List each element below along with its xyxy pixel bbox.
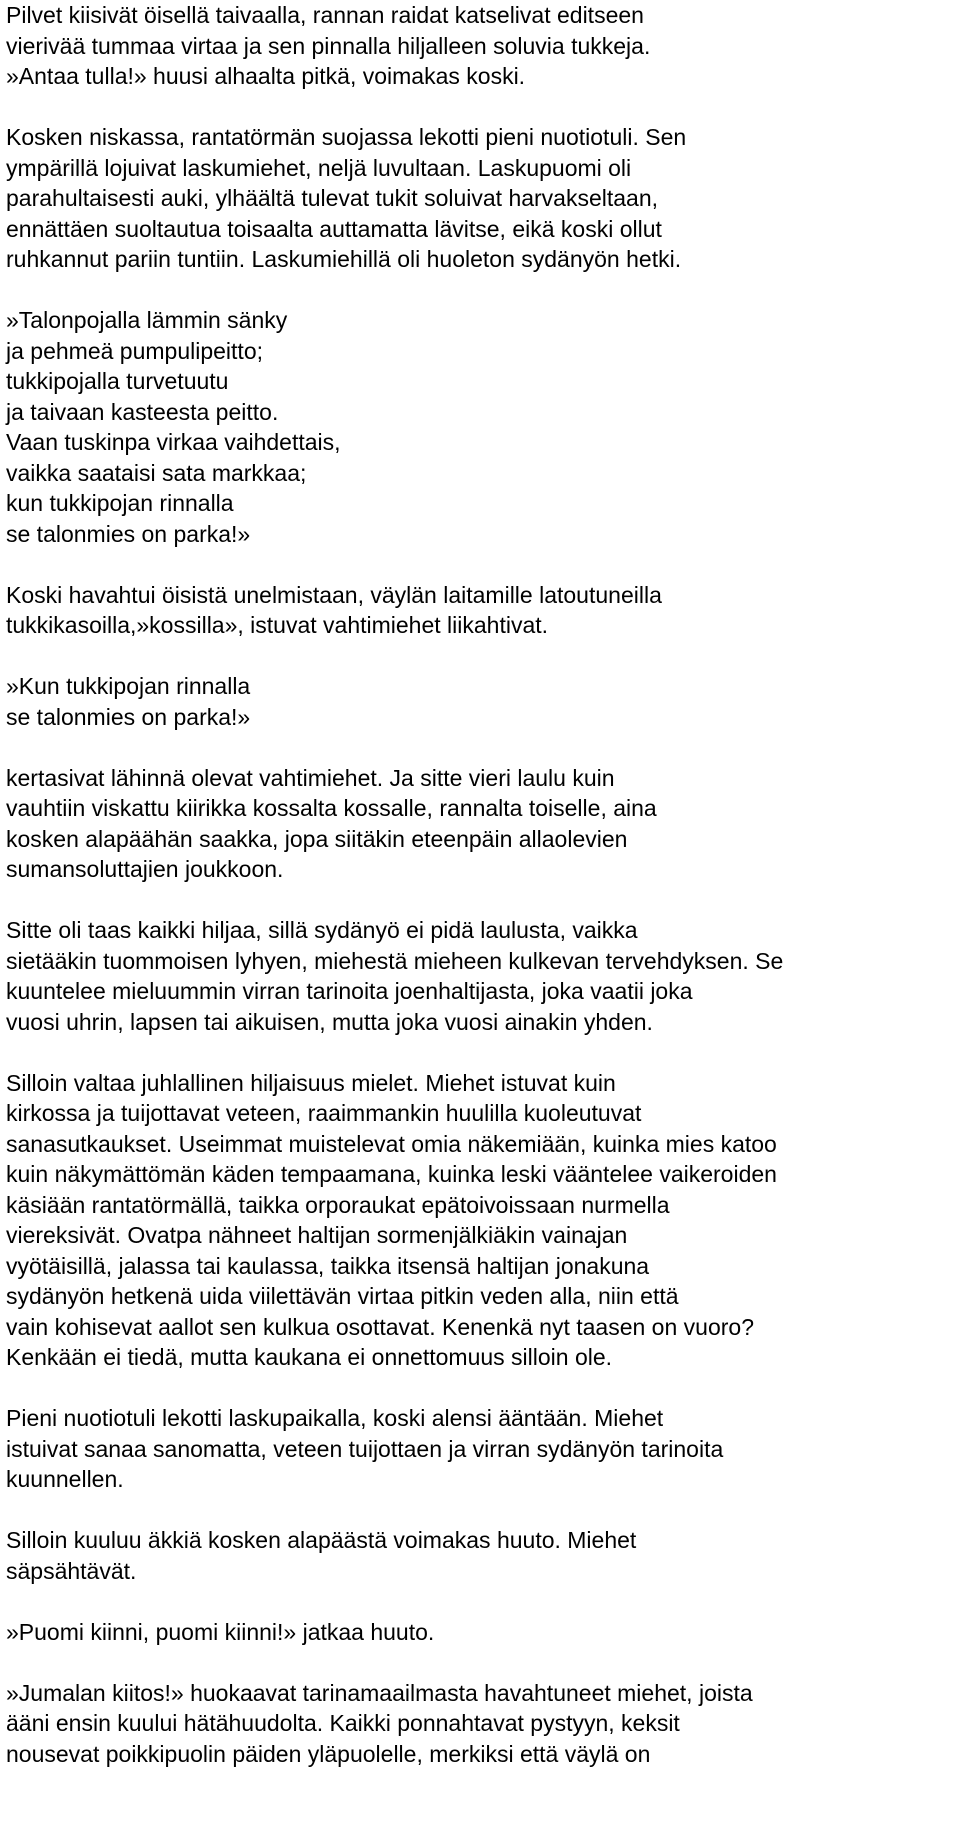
poem-line: ja pehmeä pumpulipeitto; — [6, 337, 263, 364]
text-line: tukkikasoilla,»kossilla», istuvat vahtimiehet liikahtivat. — [6, 612, 549, 638]
text-line: ennättäen suoltautua toisaalta auttamatta lävitse, eikä koski ollut — [6, 215, 662, 242]
text-line: »Jumalan kiitos!» huokaavat tarinamaailmasta havahtuneet miehet, joista — [6, 1679, 753, 1706]
text-line: vyötäisillä, jalassa tai kaulassa, taikka itsensä haltijan jonakuna — [6, 1252, 650, 1279]
text-line: vain kohisevat aallot sen kulkua osottavat. Kenenkä nyt taasen on vuoro? — [6, 1313, 754, 1340]
text-line: kertasivat lähinnä olevat vahtimiehet. Ja sitte vieri laulu kuin — [6, 764, 615, 791]
document-body — [6, 0, 956, 1769]
poem-line: »Kun tukkipojan rinnalla — [6, 673, 251, 699]
text-line: ruhkannut pariin tuntiin. Laskumiehillä oli huoleton sydänyön hetki. — [6, 246, 682, 272]
text-line: sydänyön hetkenä uida viilettävän virtaa pitkin veden alla, niin että — [6, 1283, 679, 1309]
text-line: »Antaa tulla!» huusi alhaalta pitkä, voimakas koski. — [6, 63, 526, 89]
text-line: vierivää tummaa virtaa ja sen pinnalla hiljalleen soluvia tukkeja. — [6, 32, 651, 59]
paragraph-gap — [6, 885, 956, 916]
paragraph-gap — [6, 1037, 956, 1068]
text-line: säpsähtävät. — [6, 1557, 137, 1584]
paragraph-gap — [6, 275, 956, 306]
text-line: istuivat sanaa sanomatta, veteen tuijottaen ja virran sydänyön tarinoita — [6, 1435, 724, 1462]
text-line: »Puomi kiinni, puomi kiinni!» jatkaa huuto. — [6, 1618, 435, 1645]
paragraph-gap — [6, 549, 956, 580]
paragraph — [6, 1678, 956, 1770]
text-line: Pieni nuotiotuli lekotti laskupaikalla, koski alensi ääntään. Miehet — [6, 1405, 664, 1431]
paragraph-gap — [6, 1647, 956, 1678]
poem-line: se talonmies on parka!» — [6, 703, 251, 730]
paragraph — [6, 1068, 956, 1373]
poem-line: »Talonpojalla lämmin sänky — [6, 307, 288, 333]
text-line: ympärillä lojuivat laskumiehet, neljä luvultaan. Laskupuomi oli — [6, 154, 632, 181]
text-line: parahultaisesti auki, ylhäältä tulevat tukit soluivat harvakseltaan, — [6, 185, 659, 211]
paragraph — [6, 580, 956, 641]
poem-line: kun tukkipojan rinnalla — [6, 490, 234, 516]
paragraph-gap — [6, 732, 956, 763]
text-line: Silloin kuuluu äkkiä kosken alapäästä voimakas huuto. Miehet — [6, 1527, 637, 1553]
text-line: vauhtiin viskattu kiirikka kossalta kossalle, rannalta toiselle, aina — [6, 795, 657, 821]
paragraph — [6, 1525, 956, 1586]
text-line: vuosi uhrin, lapsen tai aikuisen, mutta joka vuosi ainakin yhden. — [6, 1008, 653, 1035]
poem-line: vaikka saataisi sata markkaa; — [6, 459, 307, 486]
text-line: sumansoluttajien joukkoon. — [6, 856, 284, 882]
text-line: Kenkään ei tiedä, mutta kaukana ei onnettomuus silloin ole. — [6, 1344, 613, 1370]
text-line: kuin näkymättömän käden tempaamana, kuinka leski vääntelee vaikeroiden — [6, 1161, 777, 1187]
paragraph — [6, 0, 956, 92]
text-line: ääni ensin kuului hätähuudolta. Kaikki ponnahtavat pystyyn, keksit — [6, 1710, 680, 1736]
text-line: nousevat poikkipuolin päiden yläpuolelle, merkiksi että väylä on — [6, 1740, 651, 1767]
text-line: Kosken niskassa, rantatörmän suojassa lekotti pieni nuotiotuli. Sen — [6, 124, 687, 150]
text-line: Koski havahtui öisistä unelmistaan, väylän laitamille latoutuneilla — [6, 581, 662, 608]
paragraph — [6, 1617, 956, 1648]
paragraph-gap — [6, 1495, 956, 1526]
paragraph-gap — [6, 641, 956, 672]
text-line: Silloin valtaa juhlallinen hiljaisuus mielet. Miehet istuvat kuin — [6, 1069, 616, 1096]
paragraph — [6, 122, 956, 275]
paragraph-gap — [6, 1373, 956, 1404]
text-line: sietääkin tuommoisen lyhyen, miehestä mieheen kulkevan tervehdyksen. Se — [6, 947, 784, 974]
text-line: sanasutkaukset. Useimmat muistelevat omia näkemiään, kuinka mies katoo — [6, 1130, 777, 1157]
text-line: Sitte oli taas kaikki hiljaa, sillä sydänyö ei pidä laulusta, vaikka — [6, 917, 638, 943]
text-line: kirkossa ja tuijottavat veteen, raaimmankin huulilla kuoleutuvat — [6, 1100, 642, 1126]
poem-line: se talonmies on parka!» — [6, 520, 251, 547]
paragraph-gap — [6, 1586, 956, 1617]
text-line: Pilvet kiisivät öisellä taivaalla, rannan raidat katselivat editseen — [6, 2, 644, 28]
paragraph — [6, 1403, 956, 1495]
text-line: kuuntelee mieluummin virran tarinoita joenhaltijasta, joka vaatii joka — [6, 978, 693, 1004]
text-line: viereksivät. Ovatpa nähneet haltijan sormenjälkiäkin vainajan — [6, 1222, 628, 1248]
poem-stanza — [6, 671, 956, 732]
paragraph-gap — [6, 92, 956, 123]
text-line: kosken alapäähän saakka, jopa siitäkin eteenpäin allaolevien — [6, 825, 628, 852]
poem-line: tukkipojalla turvetuutu — [6, 368, 229, 394]
paragraph — [6, 915, 956, 1037]
poem-line: ja taivaan kasteesta peitto. — [6, 398, 279, 425]
poem-stanza — [6, 305, 956, 549]
paragraph — [6, 763, 956, 885]
poem-line: Vaan tuskinpa virkaa vaihdettais, — [6, 429, 341, 455]
text-line: kuunnellen. — [6, 1466, 124, 1492]
text-line: käsiään rantatörmällä, taikka orporaukat epätoivoissaan nurmella — [6, 1191, 670, 1218]
